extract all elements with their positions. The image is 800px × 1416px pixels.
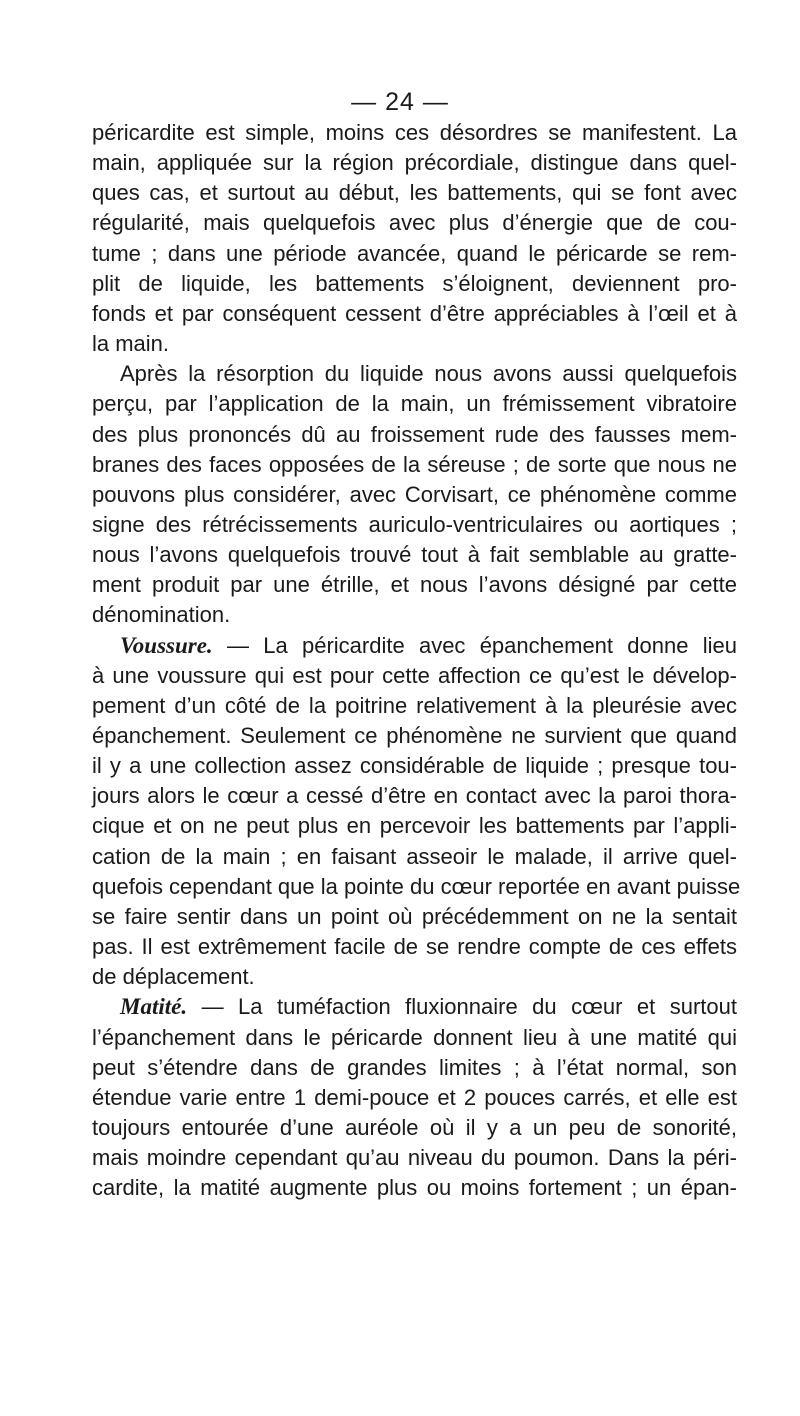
line-text: quefois cependant que la pointe du cœur reportée en avant puisse xyxy=(92,873,741,899)
line-text: plit de liquide, les battements s’éloignent, deviennent pro- xyxy=(92,270,737,296)
text-line xyxy=(92,1083,737,1113)
text-line xyxy=(92,148,737,178)
line-text: nous l’avons quelquefois trouvé tout à fait semblable au gratte- xyxy=(92,542,737,568)
text-line xyxy=(120,359,737,389)
page-number: — 24 — xyxy=(351,88,449,116)
line-text: étendue varie entre 1 demi-pouce et 2 pouces carrés, et elle est xyxy=(92,1084,737,1110)
line-text: branes des faces opposées de la séreuse ; de sorte que nous ne xyxy=(92,451,737,477)
line-text: des plus prononcés dû au froissement rude des fausses mem- xyxy=(92,421,737,447)
line-text: toujours entourée d’une auréole où il y a un peu de sonorité, xyxy=(92,1114,737,1140)
line-text: cation de la main ; en faisant asseoir le malade, il arrive quel- xyxy=(92,843,737,869)
text-line xyxy=(92,208,737,238)
line-text: pement d’un côté de la poitrine relativement à la pleurésie avec xyxy=(92,692,737,718)
line-text: péricardite est simple, moins ces désordres se manifestent. La xyxy=(92,120,737,145)
line-text: de déplacement. xyxy=(92,964,255,990)
line-text: dénomination. xyxy=(92,602,231,628)
text-line xyxy=(92,570,737,600)
text-line xyxy=(92,932,737,962)
line-text: la main. xyxy=(92,331,170,357)
text-line xyxy=(92,269,737,299)
line-text: — La tuméfaction fluxionnaire du cœur et surtout xyxy=(187,994,737,1020)
text-line xyxy=(92,299,737,329)
line-text: pas. Il est extrêmement facile de se rendre compte de ces effets xyxy=(92,934,737,960)
line-text: mais moindre cependant qu’au niveau du poumon. Dans la péri- xyxy=(92,1145,737,1171)
text-line xyxy=(92,811,737,841)
line-text: fonds et par conséquent cessent d’être appréciables à l’œil et à xyxy=(92,300,737,326)
text-line xyxy=(92,1053,737,1083)
line-text: pouvons plus considérer, avec Corvisart, ce phénomène comme xyxy=(92,481,737,507)
line-text: cardite, la matité augmente plus ou moins fortement ; un épan- xyxy=(92,1175,737,1201)
line-text: tume ; dans une période avancée, quand le péricarde se rem- xyxy=(92,240,737,266)
section-heading: Matité. xyxy=(120,994,188,1020)
line-text: l’épanchement dans le péricarde donnent lieu à une matité qui xyxy=(92,1024,737,1050)
text-line xyxy=(92,118,737,148)
text-line xyxy=(92,450,737,480)
line-text: perçu, par l’application de la main, un frémissement vibratoire xyxy=(92,391,737,417)
text-line xyxy=(92,872,741,902)
text-line xyxy=(92,721,737,751)
text-line xyxy=(92,1113,737,1143)
line-text: peut s’étendre dans de grandes limites ; à l’état normal, son xyxy=(92,1054,737,1080)
line-text: Après la résorption du liquide nous avons aussi quelquefois xyxy=(120,361,737,387)
line-text: — La péricardite avec épanchement donne lieu xyxy=(212,632,737,658)
text-line xyxy=(92,1023,737,1053)
text-line xyxy=(92,842,737,872)
text-line xyxy=(92,178,737,208)
line-text: se faire sentir dans un point où précédemment on ne la sentait xyxy=(92,903,737,929)
line-text: ment produit par une étrille, et nous l’avons désigné par cette xyxy=(92,572,737,598)
text-line xyxy=(92,781,737,811)
line-text: ques cas, et surtout au début, les battements, qui se font avec xyxy=(92,180,737,206)
line-text: signe des rétrécissements auriculo-ventriculaires ou aortiques ; xyxy=(92,511,737,537)
text-line xyxy=(92,962,737,992)
line-text: jours alors le cœur a cessé d’être en contact avec la paroi thora- xyxy=(92,783,737,809)
text-line xyxy=(92,1143,737,1173)
text-line xyxy=(92,902,737,932)
text-line xyxy=(92,751,737,781)
line-text: épanchement. Seulement ce phénomène ne survient que quand xyxy=(92,723,737,748)
text-line xyxy=(92,510,737,540)
line-text: à une voussure qui est pour cette affection ce qu’est le dévelop- xyxy=(92,662,737,688)
line-text: il y a une collection assez considérable de liquide ; presque tou- xyxy=(92,753,737,779)
text-line xyxy=(92,1173,737,1203)
text-line xyxy=(92,600,737,630)
text-line xyxy=(92,480,737,510)
text-line xyxy=(92,389,737,419)
text-line xyxy=(92,329,737,359)
line-text: main, appliquée sur la région précordiale, distingue dans quel- xyxy=(92,150,737,176)
line-text: régularité, mais quelquefois avec plus d’énergie que de cou- xyxy=(92,210,737,236)
section-heading: Voussure. xyxy=(120,632,213,658)
text-line xyxy=(120,631,737,661)
text-line xyxy=(92,239,737,269)
text-line xyxy=(120,992,737,1022)
text-line xyxy=(92,661,737,691)
text-line xyxy=(92,540,737,570)
text-line xyxy=(92,420,737,450)
line-text: cique et on ne peut plus en percevoir les battements par l’appli- xyxy=(92,813,737,839)
text-line xyxy=(92,691,737,721)
